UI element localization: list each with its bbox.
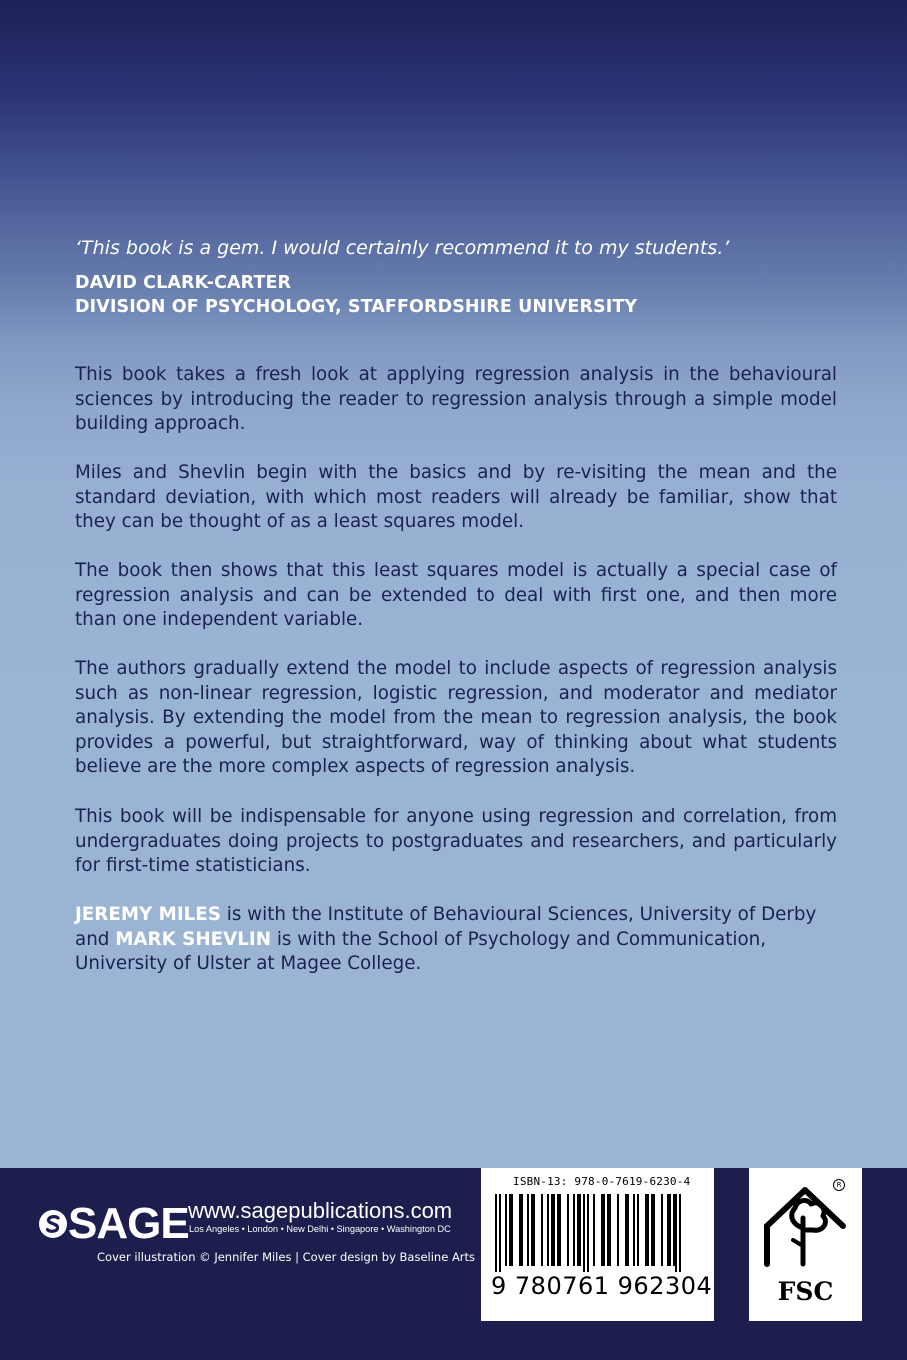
barcode-bar [551,1194,555,1266]
barcode-bar [587,1194,589,1272]
sage-s-icon [38,1209,68,1239]
barcode-bar [601,1194,605,1266]
quote-author: DAVID CLARK-CARTER [75,273,292,293]
fsc-tree-icon [749,1168,862,1278]
barcode-bar [495,1194,497,1272]
author-bio-text: University of Ulster at Magee College. [75,953,422,975]
barcode-bar [583,1194,585,1272]
publisher-url[interactable]: www.sagepublications.com [188,1198,453,1223]
barcode-bar [651,1194,655,1266]
barcode-bar [531,1194,535,1266]
fsc-logo [749,1168,862,1321]
description-paragraph: The book then shows that this least squares model is actually a special case of regression analysis and can be extended to deal with first one, and then more than one independent variable. [75,560,837,631]
registered-mark: R [833,1179,845,1191]
isbn-barcode [481,1168,714,1321]
barcode-bar [499,1194,501,1272]
barcode-bar [675,1194,677,1272]
barcode-bar [667,1194,671,1266]
barcode-bar [547,1194,549,1266]
author-bios [75,903,837,977]
author-bio-text: is with the Institute of Behavioural Sciences, University of Derby [220,904,817,925]
barcode-bar [679,1194,681,1272]
barcode-bar [607,1194,611,1266]
barcode-bar [557,1194,561,1266]
barcode-bars [493,1194,699,1272]
barcode-bar [625,1194,629,1266]
barcode-bar [593,1194,595,1266]
barcode-bar [617,1194,619,1266]
barcode-bar [673,1194,675,1266]
barcode-bar [519,1194,523,1266]
publisher-cities: Los Angeles • London • New Delhi • Singapore • Washington DC [189,1224,451,1234]
quote-attribution [75,271,855,319]
barcode-bar [633,1194,635,1266]
sage-logo-text: SAGE [68,1199,189,1248]
barcode-bar [573,1194,575,1266]
barcode-bar [509,1194,513,1266]
isbn-label: ISBN-13: 978-0-7619-6230-4 [513,1175,691,1188]
sage-logo [38,1198,189,1250]
barcode-bar [567,1194,569,1266]
author-name: MARK SHEVLIN [115,928,272,950]
quote-affiliation: DIVISION OF PSYCHOLOGY, STAFFORDSHIRE UNIVERSITY [75,297,638,317]
description-paragraph: The authors gradually extend the model to include aspects of regression analysis such as non-linear regression, logistic regression, and moderator and mediator analysis. By extending the model from the mean to regression analysis, the book provides a powerful, but straightforward, way of thinking about what students believe are the more complex aspects of regression analysis. [75,658,837,778]
barcode-digits: 9 780761 962304 [491,1272,713,1300]
barcode-bar [661,1194,663,1266]
description-paragraph: This book takes a fresh look at applying regression analysis in the behavioural sciences by introducing the reader to regression analysis through a simple model building approach. [75,364,837,435]
fsc-label: FSC [777,1277,834,1306]
author-bio-text: is with the School of Psychology and Communication, [271,928,767,950]
barcode-bar [577,1194,581,1266]
review-quote: ‘This book is a gem. I would certainly recommend it to my students.’ [75,237,730,259]
description-paragraph: This book will be indispensable for anyone using regression and correlation, from undergraduates doing projects to postgraduates and researchers, and particularly for first-time statisticians. [75,806,837,877]
barcode-bar [541,1194,543,1266]
description-paragraph: Miles and Shevlin begin with the basics and by re-visiting the mean and the standard deviation, with which most readers will already be familiar, show that they can be thought of as a least squares model. [75,462,837,533]
barcode-bar [637,1194,639,1266]
barcode-bar [527,1194,529,1266]
barcode-bar [505,1194,507,1266]
cover-credits: Cover illustration © Jennifer Miles | Cover design by Baseline Arts [97,1250,476,1264]
author-name: JEREMY MILES [75,904,221,925]
author-bio-text: and [75,928,116,950]
barcode-bar [645,1194,649,1266]
